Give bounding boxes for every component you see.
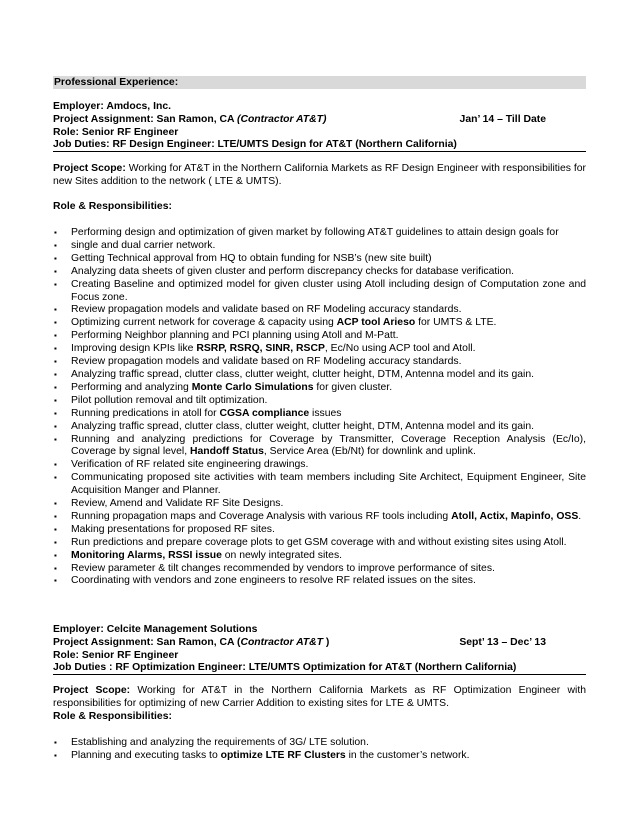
list-item: [53, 575, 586, 588]
bullet-text-end: for UMTS & LTE.: [415, 317, 497, 329]
list-item: [53, 279, 586, 305]
bullet-bold-text: optimize LTE RF Clusters: [220, 749, 346, 761]
bullet-text: Review parameter & tilt changes recommended by vendors to improve performance of sites.: [71, 562, 495, 574]
job2-duties: Job Duties : RF Optimization Engineer: LTE/UMTS Optimization for AT&T (Northern California): [53, 662, 517, 674]
list-item: [53, 369, 586, 382]
job2-assignment: [53, 637, 586, 650]
bullet-text-end: .: [578, 510, 582, 522]
bullet-marker-icon: ▪: [54, 344, 57, 354]
bullet-marker-icon: ▪: [54, 537, 57, 547]
list-item: [53, 498, 586, 511]
job1-assignment: [53, 114, 586, 127]
list-item: [53, 750, 586, 763]
job1-scope: [53, 163, 586, 189]
job2-dates: Sept’ 13 – Dec’ 13: [459, 636, 546, 648]
bullet-text: Analyzing traffic spread, clutter class, clutter weight, clutter height, DTM, Antenna model and its gain.: [71, 420, 534, 432]
bullet-marker-icon: ▪: [54, 382, 57, 392]
job1-scope-label: Project Scope:: [53, 163, 126, 174]
bullet-marker-icon: ▪: [54, 511, 57, 521]
bullet-text: Analyzing data sheets of given cluster and perform discrepancy checks for database verification.: [71, 265, 514, 277]
bullet-text: Pilot pollution removal and tilt optimization.: [71, 394, 268, 406]
list-item: [53, 408, 586, 421]
bullet-text: Creating Baseline and optimized model for given cluster using Atoll including design of Computation zone and Focus zone.: [71, 278, 586, 303]
job2-scope-text: Working for AT&T in the Northern California Markets as RF Optimization Engineer with responsibilities for optimizing of new Carrier Addition to existing sites for LTE & UMTS.: [53, 685, 586, 709]
bullet-text: Making presentations for proposed RF sites.: [71, 523, 275, 535]
list-item: [53, 330, 586, 343]
job2-scope-label: Project Scope:: [53, 685, 131, 696]
bullet-marker-icon: ▪: [54, 473, 57, 483]
job1-resp-heading: Role & Responsibilities:: [53, 201, 172, 212]
bullet-text: Running propagation maps and Coverage Analysis with various RF tools including: [71, 510, 452, 522]
job1-duties: Job Duties: RF Design Engineer: LTE/UMTS Design for AT&T (Northern California): [53, 139, 457, 151]
bullet-marker-icon: ▪: [54, 240, 57, 250]
bullet-text: Establishing and analyzing the requirements of 3G/ LTE solution.: [71, 737, 369, 748]
list-item: [53, 343, 586, 356]
list-item: [53, 382, 586, 395]
bullet-marker-icon: ▪: [54, 266, 57, 276]
bullet-text-end: issues: [309, 407, 342, 419]
list-item: [53, 524, 586, 537]
bullet-text: Improving design KPIs like: [71, 343, 197, 355]
section-heading-professional-experience: Professional Experience:: [53, 76, 586, 89]
job2-scope: [53, 685, 586, 711]
bullet-text: Planning and executing tasks to: [71, 749, 221, 761]
bullet-text: Review propagation models and validate based on RF Modeling accuracy standards.: [71, 304, 462, 316]
bullet-bold-text: ACP tool Arieso: [336, 317, 416, 329]
job1-bullet-list: [53, 227, 586, 588]
bullet-marker-icon: ▪: [54, 369, 57, 379]
job2-divider: [53, 674, 586, 675]
bullet-marker-icon: ▪: [54, 305, 57, 315]
job1-header: [53, 101, 586, 152]
bullet-marker-icon: ▪: [54, 576, 57, 586]
bullet-marker-icon: ▪: [54, 408, 57, 418]
list-item: [53, 550, 586, 563]
bullet-marker-icon: ▪: [54, 460, 57, 470]
bullet-marker-icon: ▪: [54, 228, 57, 237]
bullet-bold-text: Monitoring Alarms, RSSI issue: [71, 549, 222, 561]
bullet-marker-icon: ▪: [54, 563, 57, 573]
job2-header: [53, 624, 586, 675]
job1-assignment-location: Project Assignment: San Ramon, CA: [53, 113, 237, 125]
bullet-marker-icon: ▪: [54, 750, 57, 760]
list-item: [53, 434, 586, 460]
list-item: [53, 253, 586, 266]
bullet-text-end: , Service Area (Eb/Nt) for downlink and uplink.: [263, 446, 476, 458]
list-item: [53, 317, 586, 330]
list-item: [53, 356, 586, 369]
job1-role: Role: Senior RF Engineer: [53, 126, 179, 138]
bullet-marker-icon: ▪: [54, 434, 57, 444]
job2-assignment-location: Project Assignment: San Ramon, CA (: [53, 636, 241, 648]
bullet-marker-icon: ▪: [54, 279, 57, 289]
bullet-marker-icon: ▪: [54, 331, 57, 341]
bullet-marker-icon: ▪: [54, 421, 57, 431]
list-item: [53, 511, 586, 524]
bullet-text-end: , Ec/No using ACP tool and Atoll.: [324, 343, 476, 355]
list-item: [53, 537, 586, 550]
bullet-text: Coordinating with vendors and zone engineers to resolve RF related issues on the sites.: [71, 575, 476, 587]
bullet-text: Performing Neighbor planning and PCI planning using Atoll and M-Patt.: [71, 330, 399, 342]
list-item: [53, 227, 586, 240]
bullet-marker-icon: ▪: [54, 499, 57, 509]
job1-dates: Jan’ 14 – Till Date: [459, 113, 546, 125]
job1-assignment-contract: (Contractor AT&T): [236, 113, 327, 125]
job2-resp-heading: Role & Responsibilities:: [53, 711, 172, 722]
list-item: [53, 240, 586, 253]
bullet-text: Verification of RF related site engineering drawings.: [71, 459, 309, 471]
bullet-text: Optimizing current network for coverage & capacity using: [71, 317, 337, 329]
bullet-marker-icon: ▪: [54, 524, 57, 534]
bullet-text: Review propagation models and validate based on RF Modeling accuracy standards.: [71, 356, 462, 368]
bullet-text: Running and analyzing predictions for Coverage by Transmitter, Coverage Reception Analysis (Ec/Io), Coverage by signal level,: [71, 433, 586, 458]
job2-bullet-list: [53, 737, 586, 763]
job2-assignment-contract: Contractor AT&T: [240, 636, 323, 648]
bullet-marker-icon: ▪: [54, 395, 57, 405]
list-item: [53, 563, 586, 576]
bullet-text: single and dual carrier network.: [71, 239, 216, 251]
job2-employer: Employer: Celcite Management Solutions: [53, 624, 258, 635]
bullet-text-end: in the customer’s network.: [345, 749, 470, 761]
list-item: [53, 737, 586, 750]
bullet-marker-icon: ▪: [54, 550, 57, 560]
list-item: [53, 304, 586, 317]
list-item: [53, 472, 586, 498]
list-item: [53, 421, 586, 434]
bullet-bold-text: CGSA compliance: [219, 407, 310, 419]
bullet-text: Performing design and optimization of given market by following AT&T guidelines to attain design goals for: [71, 227, 559, 238]
bullet-text: Run predictions and prepare coverage plots to get GSM coverage with and without existing sites using Atoll.: [71, 536, 567, 548]
bullet-marker-icon: ▪: [54, 318, 57, 328]
job1-divider: [53, 151, 586, 152]
job2-assignment-suffix: ): [323, 636, 330, 648]
bullet-text: Analyzing traffic spread, clutter class, clutter weight, clutter height, DTM, Antenna model and its gain.: [71, 368, 534, 380]
bullet-bold-text: RSRP, RSRQ, SINR, RSCP: [196, 343, 325, 355]
job1-scope-text: Working for AT&T in the Northern California Markets as RF Design Engineer with responsibilities for new Sites addition to the network ( LTE & UMTS).: [53, 163, 586, 187]
bullet-text: Communicating proposed site activities with team members including Site Architect, Equipment Engineer, Site Acquisition Manger and Planner.: [71, 472, 586, 497]
list-item: [53, 459, 586, 472]
job1-employer: Employer: Amdocs, Inc.: [53, 101, 171, 112]
bullet-text: Getting Technical approval from HQ to obtain funding for NSB’s (new site built): [71, 252, 432, 264]
bullet-text: Review, Amend and Validate RF Site Designs.: [71, 498, 284, 510]
list-item: [53, 266, 586, 279]
bullet-text: Performing and analyzing: [71, 381, 192, 393]
bullet-marker-icon: ▪: [54, 253, 57, 263]
bullet-bold-text: Atoll, Actix, Mapinfo, OSS: [451, 510, 579, 522]
job2-role: Role: Senior RF Engineer: [53, 649, 179, 661]
bullet-marker-icon: ▪: [54, 738, 57, 747]
bullet-bold-text: Handoff Status: [189, 446, 264, 458]
bullet-bold-text: Monte Carlo Simulations: [191, 381, 314, 393]
list-item: [53, 395, 586, 408]
bullet-text-end: for given cluster.: [313, 381, 393, 393]
bullet-text: Running predications in atoll for: [71, 407, 220, 419]
bullet-marker-icon: ▪: [54, 357, 57, 367]
bullet-text-end: on newly integrated sites.: [221, 549, 343, 561]
